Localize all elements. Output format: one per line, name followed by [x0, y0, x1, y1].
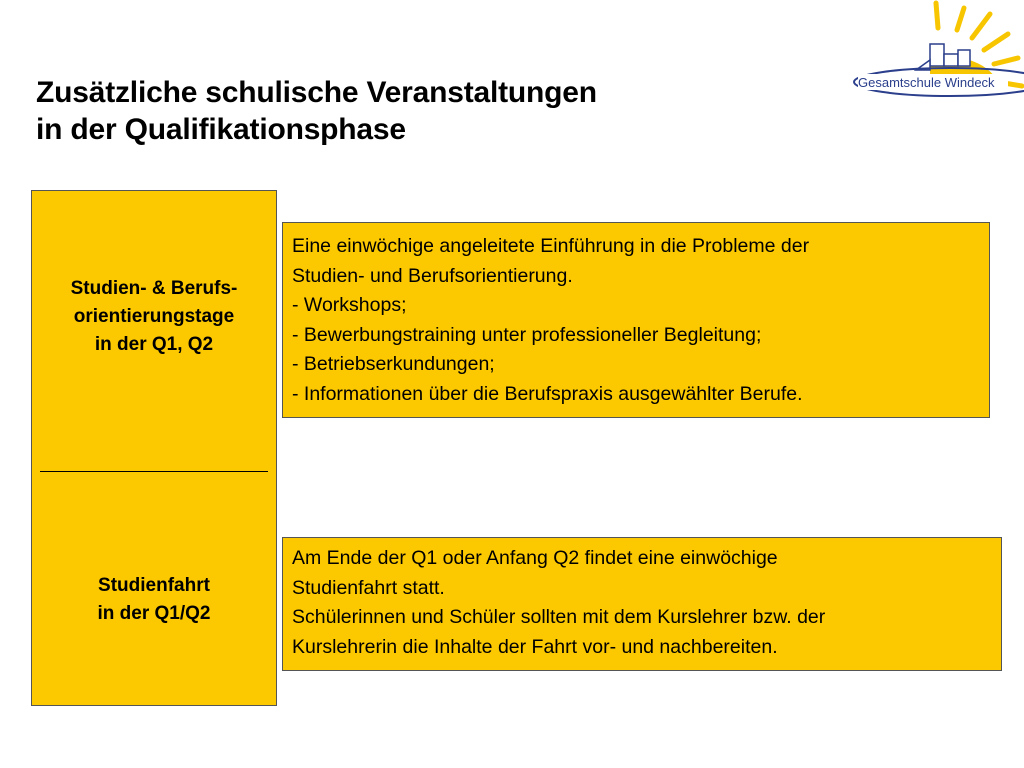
description-line: Eine einwöchige angeleitete Einführung in die Probleme der — [292, 235, 810, 257]
description-line: - Informationen über die Berufspraxis ausgewählter Berufe. — [292, 382, 803, 405]
trip-description-box — [282, 537, 1002, 671]
castle-icon — [916, 44, 970, 70]
category-divider — [40, 471, 268, 472]
logo-text: Gesamtschule Windeck — [858, 75, 995, 90]
page-title — [36, 74, 597, 148]
category-heading-line: orientierungstage — [73, 306, 235, 327]
page-title-line-1: Zusätzliche schulische Veranstaltungen — [36, 76, 597, 109]
logo-graphic — [846, 0, 1024, 110]
description-line: - Betriebserkundungen; — [292, 353, 495, 375]
category-heading-trip — [32, 572, 276, 628]
description-line: Am Ende der Q1 oder Anfang Q2 findet eine einwöchige — [292, 547, 778, 569]
category-heading-line: Studien- & Berufs- — [70, 278, 238, 299]
description-line: Studienfahrt statt. — [292, 576, 445, 599]
category-heading-career — [32, 275, 276, 359]
description-line: Schülerinnen und Schüler sollten mit dem Kurslehrer bzw. der — [292, 606, 826, 628]
category-heading-line: in der Q1/Q2 — [97, 603, 211, 624]
description-line: Kurslehrerin die Inhalte der Fahrt vor- und nachbereiten. — [292, 635, 778, 658]
event-category-column — [31, 190, 277, 706]
category-heading-line: Studienfahrt — [98, 575, 210, 596]
category-heading-line: in der Q1, Q2 — [94, 334, 214, 355]
description-line: - Bewerbungstraining unter professioneller Begleitung; — [292, 323, 762, 346]
career-description-box — [282, 222, 990, 418]
school-logo — [846, 0, 1024, 110]
description-line: Studien- und Berufsorientierung. — [292, 264, 573, 287]
description-line: - Workshops; — [292, 294, 407, 316]
page-title-line-2: in der Qualifikationsphase — [36, 113, 406, 146]
